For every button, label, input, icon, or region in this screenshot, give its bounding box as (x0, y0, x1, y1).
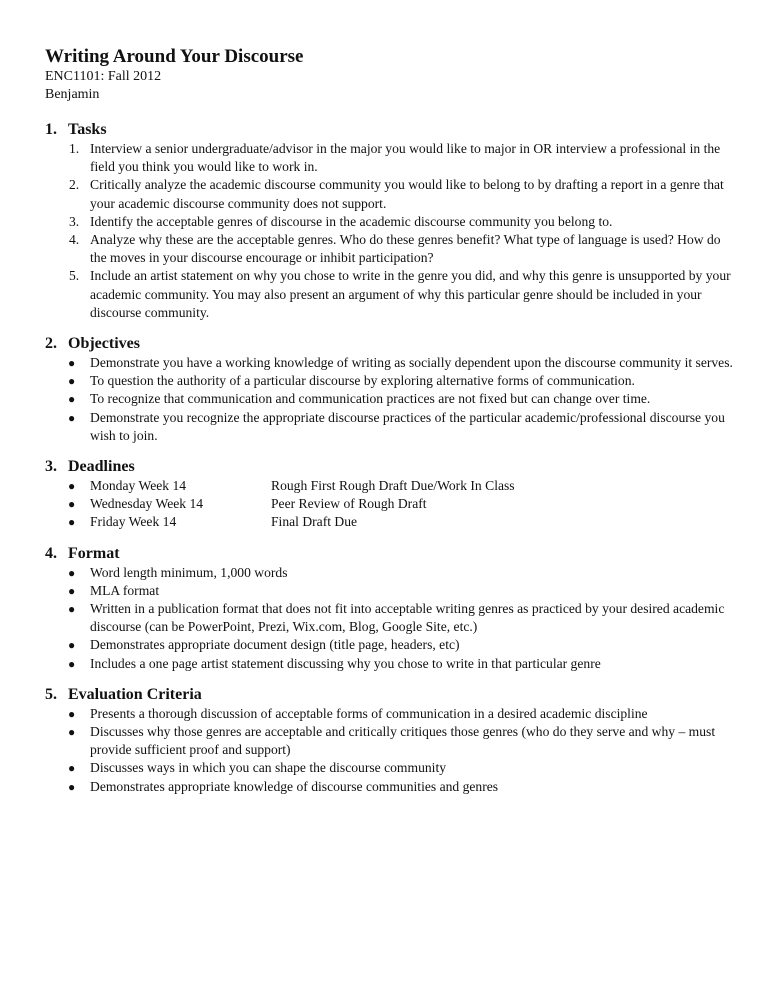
deadlines-list (45, 477, 735, 532)
section-title: Deadlines (68, 458, 135, 476)
bullet-icon: ● (68, 356, 76, 371)
bullet-icon: ● (68, 706, 76, 721)
bullet-icon: ● (68, 515, 76, 530)
objectives-list (45, 354, 735, 445)
list-item (45, 231, 735, 267)
bullet-icon: ● (68, 392, 76, 407)
section-objectives (45, 334, 735, 445)
section-format (45, 544, 735, 673)
list-item (45, 390, 735, 408)
deadline-day: Friday Week 14 (90, 514, 177, 530)
deadline-task: Rough First Rough Draft Due/Work In Class (271, 478, 515, 494)
section-number: 5. (45, 685, 57, 703)
deadline-task: Peer Review of Rough Draft (271, 496, 427, 512)
item-text: Demonstrates appropriate knowledge of discourse communities and genres (90, 778, 499, 794)
section-number: 1. (45, 121, 57, 138)
section-deadlines (45, 457, 735, 532)
item-text: Includes a one page artist statement discussing why you chose to write in that particular genre (90, 655, 601, 671)
section-heading-tasks (45, 120, 735, 140)
item-text: Presents a thorough discussion of acceptable forms of communication in a desired academic discipline (90, 705, 648, 721)
list-item (45, 600, 735, 636)
list-item (45, 705, 735, 723)
item-text: Word length minimum, 1,000 words (90, 564, 288, 580)
item-text: Analyze why these are the acceptable genres. Who do these genres benefit? What type of language is used? How do the moves in your discourse encourage or inhibit participation? (90, 232, 721, 266)
list-item (45, 636, 735, 654)
item-text: Demonstrate you have a working knowledge of writing as socially dependent upon the discourse community it serves. (90, 355, 733, 371)
section-title: Tasks (68, 121, 107, 138)
item-text: To recognize that communication and communication practices are not fixed but can change over time. (90, 391, 651, 407)
deadline-row (45, 513, 735, 531)
list-item (45, 564, 735, 582)
bullet-icon: ● (68, 725, 76, 740)
list-item (45, 354, 735, 372)
item-number: 2. (69, 177, 80, 193)
item-number: 5. (69, 268, 80, 284)
item-number: 4. (69, 232, 80, 248)
tasks-list (45, 140, 735, 322)
deadline-row (45, 477, 735, 495)
deadline-task: Final Draft Due (271, 514, 358, 530)
section-heading-format (45, 544, 735, 564)
section-number: 2. (45, 335, 57, 353)
bullet-icon: ● (68, 479, 76, 494)
list-item (45, 778, 735, 796)
bullet-icon: ● (68, 638, 76, 653)
document-page (45, 46, 735, 796)
list-item (45, 140, 735, 176)
bullet-icon: ● (68, 779, 76, 794)
list-item (45, 176, 735, 212)
item-text: Discusses ways in which you can shape the discourse community (90, 760, 447, 776)
course-line: ENC1101: Fall 2012 (45, 69, 162, 84)
deadline-day: Monday Week 14 (90, 478, 187, 494)
section-number: 4. (45, 544, 57, 562)
item-text: Include an artist statement on why you chose to write in the genre you did, and why this genre is unsupported by your academic community. You may also present an argument of why this particular genre should be included in your discourse community. (90, 268, 731, 320)
bullet-icon: ● (68, 602, 76, 617)
item-text: To question the authority of a particular discourse by exploring alternative forms of communication. (90, 373, 635, 389)
section-title: Objectives (68, 335, 140, 353)
list-item (45, 723, 735, 759)
section-heading-deadlines (45, 457, 735, 477)
bullet-icon: ● (68, 761, 76, 776)
bullet-icon: ● (68, 583, 76, 598)
list-item (45, 213, 735, 231)
section-tasks (45, 120, 735, 322)
item-number: 3. (69, 213, 80, 229)
item-text: Discusses why those genres are acceptable and critically critiques those genres (who do they serve and why – must provide sufficient proof and support) (90, 724, 716, 758)
list-item (45, 267, 735, 322)
document-title: Writing Around Your Discourse (45, 46, 304, 67)
section-title: Evaluation Criteria (68, 685, 202, 703)
bullet-icon: ● (68, 565, 76, 580)
item-text: Interview a senior undergraduate/advisor in the major you would like to major in OR interview a professional in the field you think you would like to work in. (90, 141, 721, 175)
deadline-day: Wednesday Week 14 (90, 496, 204, 512)
item-text: MLA format (90, 582, 160, 598)
evaluation-list (45, 705, 735, 796)
item-text: Written in a publication format that does not fit into acceptable writing genres as practiced by your desired academic discourse (can be PowerPoint, Prezi, Wix.com, Blog, Google Site, etc.) (90, 601, 725, 635)
item-text: Critically analyze the academic discourse community you would like to belong to by drafting a report in a genre that your academic discourse community does not support. (90, 177, 724, 211)
section-heading-objectives (45, 334, 735, 354)
bullet-icon: ● (68, 374, 76, 389)
bullet-icon: ● (68, 656, 76, 671)
item-number: 1. (69, 141, 80, 156)
author-line: Benjamin (45, 87, 100, 102)
section-heading-evaluation (45, 685, 735, 705)
format-list (45, 564, 735, 673)
item-text: Demonstrate you recognize the appropriate discourse practices of the particular academic/professional discourse you wish to join. (90, 409, 725, 443)
item-text: Demonstrates appropriate document design (title page, headers, etc) (90, 637, 460, 653)
section-title: Format (68, 544, 120, 562)
list-item (45, 409, 735, 445)
section-number: 3. (45, 458, 57, 476)
bullet-icon: ● (68, 410, 76, 425)
bullet-icon: ● (68, 497, 76, 512)
list-item (45, 582, 735, 600)
list-item (45, 372, 735, 390)
deadline-row (45, 495, 735, 513)
list-item (45, 759, 735, 777)
item-text: Identify the acceptable genres of discourse in the academic discourse community you belong to. (90, 213, 613, 229)
section-evaluation (45, 685, 735, 796)
list-item (45, 655, 735, 673)
